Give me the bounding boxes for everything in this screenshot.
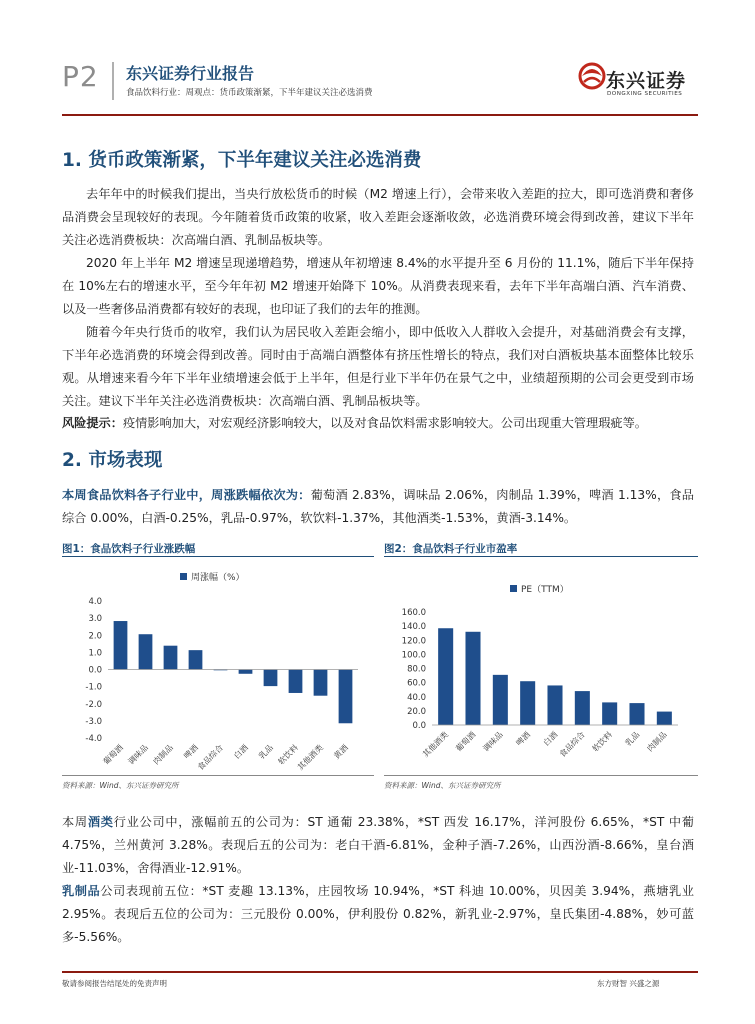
- footer-rule: [62, 971, 698, 973]
- chart1-bar: [264, 670, 278, 687]
- logo-text-cn: 东兴证券: [606, 70, 687, 92]
- page-number: P2: [62, 60, 99, 93]
- chart2-bar: [547, 685, 562, 725]
- chart2-y-tick: 100.0: [401, 650, 426, 661]
- header-rule: [62, 114, 698, 116]
- chart2-category-label: 乳品: [623, 730, 642, 748]
- chart1-y-tick: 2.0: [88, 631, 102, 642]
- chart2-y-tick: 120.0: [401, 636, 426, 647]
- chart1-category-label: 肉制品: [151, 743, 175, 767]
- chart2-legend-label: PE（TTM）: [521, 585, 569, 595]
- chart2-y-tick: 140.0: [401, 622, 426, 633]
- figure2-rule: [384, 556, 698, 557]
- chart2-bar: [465, 632, 480, 725]
- chart2-category-label: 其他酒类: [421, 730, 451, 760]
- chart2-y-tick: 0.0: [412, 721, 426, 731]
- chart2-category-label: 葡萄酒: [454, 730, 478, 754]
- chart2-bar: [520, 681, 535, 725]
- chart1-legend-label: 周涨幅（%）: [191, 573, 245, 583]
- market-intro-lead: 本周食品饮料各子行业中，周涨跌幅依次为：: [62, 488, 311, 502]
- chart1-bar: [189, 650, 203, 669]
- chart1-category-label: 其他酒类: [295, 743, 325, 773]
- chart2-y-tick: 160.0: [401, 608, 426, 618]
- chart1-y-tick: -1.0: [85, 682, 102, 693]
- chart2-y-tick: 40.0: [407, 692, 426, 703]
- figure1-source-rule: [62, 775, 374, 776]
- chart1-category-label: 黄酒: [332, 743, 350, 761]
- chart2-bar: [438, 628, 453, 725]
- chart1-category-label: 白酒: [232, 743, 250, 761]
- dairy-text: 公司表现前五位：*ST 麦趣 13.13%，庄园牧场 10.94%，*ST 科迪 10.00%，贝因美 3.94%，燕塘乳业 2.95%。表现后五位的公司为：三元股份 0.00%，伊利股份 0.82%，新乳业-2.97%，皇氏集团-4.88%，妙可蓝多-5.56%。: [62, 884, 694, 944]
- figure2-source-rule: [384, 775, 698, 776]
- section1-heading: 1. 货币政策渐紧，下半年建议关注必选消费: [62, 150, 422, 171]
- logo-text-en: DONGXING SECURITIES: [607, 91, 683, 97]
- chart2-y-tick: 20.0: [407, 706, 426, 717]
- chart2-bar: [657, 712, 672, 725]
- section1-paragraph-1: 去年年中的时候我们提出，当央行放松货币的时候（M2 增速上行），会带来收入差距的拉大，即可选消费和奢侈品消费会呈现较好的表现。今年随着货币政策的收紧，收入差距会逐渐收敛，必选消费环境会得到改善，建议下半年关注必选消费板块：次高端白酒、乳制品板块等。: [62, 187, 694, 247]
- chart1-legend-swatch: [180, 573, 187, 580]
- chart1-y-tick: 3.0: [88, 614, 102, 625]
- chart2-bar: [575, 691, 590, 725]
- chart1-category-label: 调味品: [126, 743, 150, 767]
- report-subtitle: 食品饮料行业：周观点：货币政策渐紧，下半年建议关注必选消费: [126, 88, 373, 98]
- chart1-bar: [314, 670, 328, 696]
- alcohol-text: 行业公司中，涨幅前五的公司为：ST 通葡 23.38%，*ST 西发 16.17%，洋河股份 6.65%，*ST 中葡 4.75%，兰州黄河 3.28%。表现后五的公司为：老白干酒-6.81%，金种子酒-7.26%，山西汾酒-8.66%，皇台酒业-11.03%，舍得酒业-12.91%。: [62, 815, 694, 875]
- chart1-bar: [289, 670, 303, 693]
- chart2-category-label: 调味品: [481, 730, 505, 754]
- chart1-category-label: 葡萄酒: [101, 743, 125, 767]
- alcohol-pre: 本周: [62, 815, 88, 829]
- figure1-chart: [62, 558, 374, 773]
- figure2-chart: [384, 558, 698, 773]
- chart2-y-tick: 80.0: [407, 664, 426, 675]
- figure2-title: 图2：食品饮料子行业市盈率: [384, 543, 518, 555]
- chart2-category-label: 软饮料: [590, 730, 615, 754]
- alcohol-paragraph: [62, 811, 694, 880]
- risk-label: 风险提示：: [62, 416, 123, 430]
- chart1-bar: [239, 670, 253, 674]
- market-intro: [62, 484, 694, 530]
- chart1-bar: [114, 621, 128, 669]
- market-intro-text: 葡萄酒 2.83%，调味品 2.06%，肉制品 1.39%，啤酒 1.13%，食品综合 0.00%，白酒-0.25%，乳品-0.97%，软饮料-1.37%，其他酒类-1.53%，黄酒-3.14%。: [62, 488, 694, 525]
- dairy-paragraph: [62, 880, 694, 949]
- chart1-bar: [139, 634, 153, 669]
- chart1-category-label: 软饮料: [276, 743, 300, 767]
- chart1-category-label: 乳品: [257, 743, 275, 761]
- risk-warning: [62, 412, 694, 435]
- chart1-y-tick: -3.0: [85, 716, 102, 727]
- chart1-category-label: 啤酒: [182, 743, 200, 761]
- chart1-bar: [339, 670, 353, 724]
- chart2-category-label: 食品综合: [557, 730, 587, 760]
- figure1-title: 图1：食品饮料子行业涨跌幅: [62, 543, 196, 555]
- chart2-legend-swatch: [510, 585, 517, 592]
- chart1-y-tick: 1.0: [88, 648, 102, 659]
- chart2-category-label: 啤酒: [514, 730, 533, 748]
- figure1-rule: [62, 556, 374, 557]
- section1-paragraph-3: 随着今年央行货币的收窄，我们认为居民收入差距会缩小，即中低收入人群收入会提升，对基础消费会有支撑，下半年必选消费的环境会得到改善。同时由于高端白酒整体有挤压性增长的特点，我们对白酒板块基本面整体比较乐观。从增速来看今年下半年业绩增速会低于上半年，但是行业下半年仍在景气之中，业绩超预期的公司会更受到市场关注。建议下半年关注必选消费板块：次高端白酒、乳制品板块等。: [62, 325, 694, 408]
- chart1-category-label: 食品综合: [195, 743, 225, 773]
- figure1-source: 资料来源：Wind、东兴证券研究所: [62, 781, 179, 790]
- section1-paragraph-2: 2020 年上半年 M2 增速呈现递增趋势，增速从年初增速 8.4%的水平提升至 6 月份的 11.1%，随后下半年保持在 10%左右的增速水平，至今年年初 M2 增速开始降下 10%。从消费表现来看，去年下半年高端白酒、汽车消费、以及一些奢侈品消费都有较好的表现，也印证了我们的去年的推测。: [62, 256, 694, 316]
- alcohol-label: 酒类: [87, 815, 114, 829]
- report-title: 东兴证券行业报告: [126, 64, 255, 83]
- footer-disclaimer: 敬请参阅报告结尾处的免责声明: [62, 979, 167, 988]
- chart1-y-tick: -2.0: [85, 699, 102, 710]
- section2-heading: 2. 市场表现: [62, 450, 163, 471]
- figure2-source: 资料来源：Wind、东兴证券研究所: [384, 781, 501, 790]
- chart2-bar: [493, 675, 508, 725]
- chart1-y-tick: 0.0: [88, 665, 102, 676]
- chart2-category-label: 白酒: [541, 730, 560, 748]
- chart1-y-tick: -4.0: [85, 734, 102, 744]
- chart1-bar: [164, 646, 178, 670]
- chart2-bar: [602, 702, 617, 725]
- chart2-bar: [629, 703, 644, 725]
- chart2-category-label: 肉制品: [645, 730, 669, 754]
- dairy-label: 乳制品: [62, 884, 101, 898]
- footer-slogan: 东方财智 兴盛之源: [597, 979, 660, 988]
- header-divider: [112, 62, 114, 100]
- risk-text: 疫情影响加大，对宏观经济影响较大，以及对食品饮料需求影响较大。公司出现重大管理瑕疵等。: [122, 416, 647, 430]
- chart1-y-tick: 4.0: [88, 597, 102, 607]
- chart2-y-tick: 60.0: [407, 678, 426, 689]
